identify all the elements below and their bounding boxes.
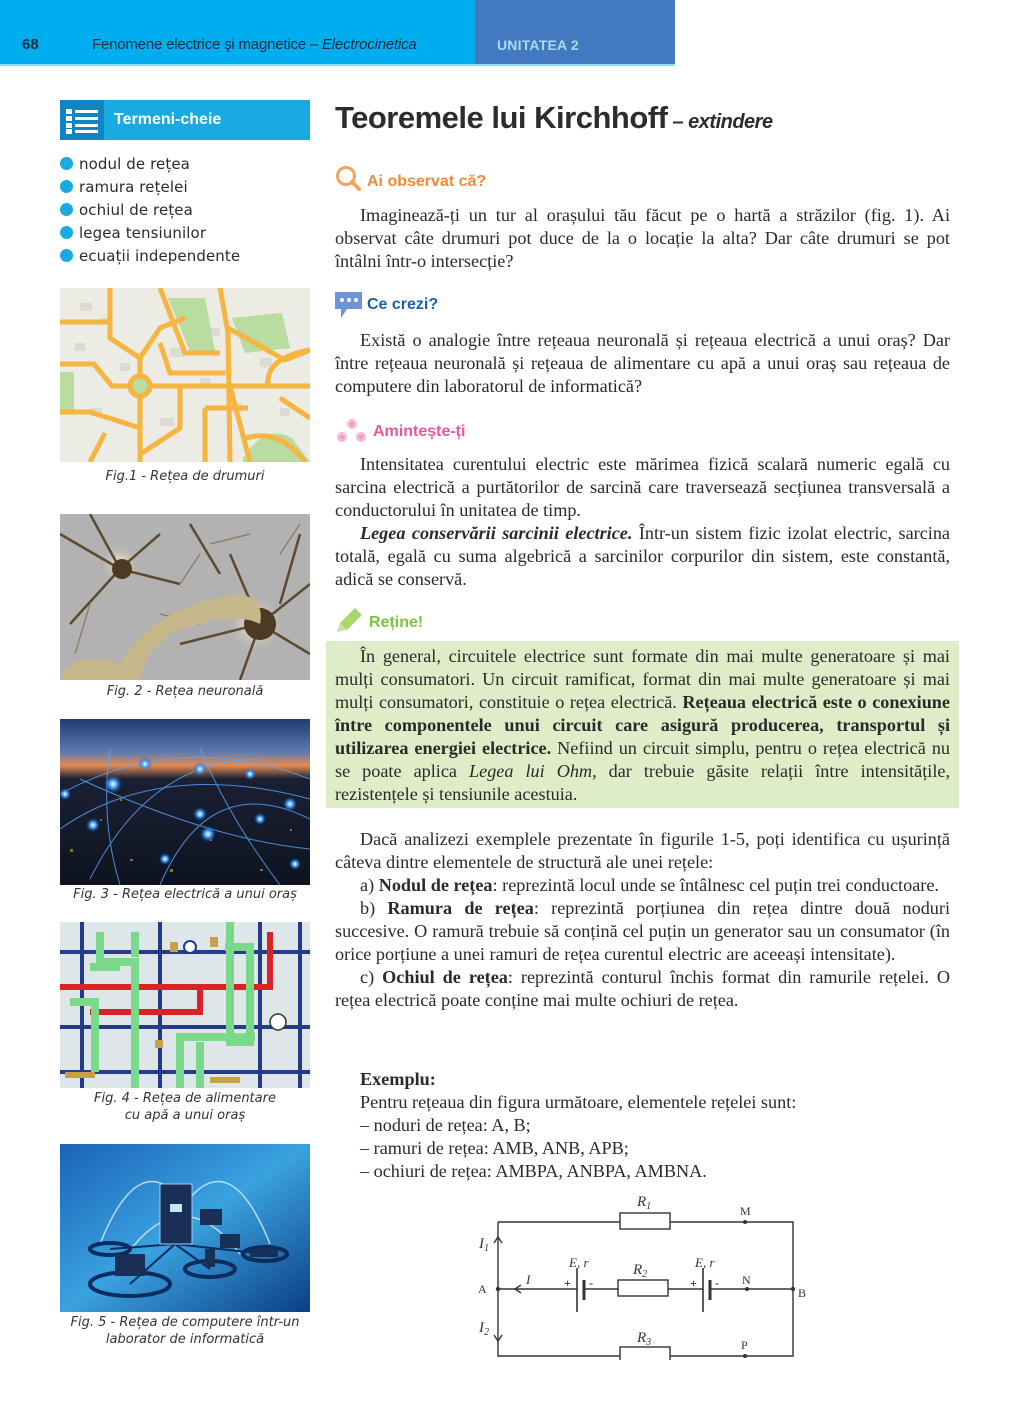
street-map-image <box>60 288 310 462</box>
figure-4-caption <box>60 1090 310 1124</box>
label-r3: $R_3$ <box>637 1330 652 1348</box>
keyterm-label: ramura rețelei <box>79 177 188 196</box>
resistor-r3 <box>620 1347 670 1360</box>
caption-line: laborator de informatică <box>105 1332 265 1347</box>
ohm-law: Legea lui Ohm <box>469 761 593 781</box>
label-b: B <box>798 1286 807 1300</box>
bullet-icon <box>60 157 73 170</box>
computer-network-image <box>60 1144 310 1312</box>
bullet-icon <box>60 203 73 216</box>
keyterm-label: ecuații independente <box>79 246 241 265</box>
remember-paragraph-2 <box>335 522 950 591</box>
figure-5-caption <box>60 1314 310 1348</box>
water-pipes-image <box>60 922 310 1088</box>
item-prefix: a) <box>360 875 379 895</box>
retain-title: Reține! <box>369 614 424 631</box>
keyterm-label: ochiul de rețea <box>79 200 193 219</box>
example-title: Exemplu: <box>360 1069 436 1089</box>
neurons-image <box>60 514 310 680</box>
label-source-1: E, r <box>569 1255 589 1270</box>
keyterms-list <box>60 152 240 267</box>
label-r2: $R_2$ <box>633 1262 648 1280</box>
retain-text-5: , dar trebuie găsite relații între intensitățile, rezistențele și tensiunile acestuia. <box>335 761 950 804</box>
label-p: P <box>741 1338 748 1352</box>
item-definition: : reprezintă porțiunea din rețea dintre două noduri succesive. O ramură trebuie să conțină cel puțin un generator sau un consumator (în orice porțiune a unei ramuri de rețea curentul electric are aceeași intensitate). <box>335 898 951 964</box>
analysis-item-b <box>335 897 950 966</box>
analysis-item-c <box>335 966 950 1012</box>
analysis-item-a <box>335 874 950 897</box>
bullet-icon <box>60 180 73 193</box>
observe-text <box>335 204 950 273</box>
observe-paragraph: Imaginează-ți un tur al orașului tău făcut pe o hartă a străzilor (fig. 1). Ai observat câte drumuri pot duce de la o locație la alta? Dar câte drumuri se pot întâlni într-o intersecție? <box>335 205 950 271</box>
retain-definition: Rețeaua electrică este o conexiune între componentele unui circuit care asigură producerea, transportul și utilizarea energiei electrice. <box>335 692 950 758</box>
item-term: Nodul de rețea <box>378 875 493 895</box>
keyterm-label: legea tensiunilor <box>79 223 207 242</box>
battery-1 <box>577 1268 584 1312</box>
list-icon <box>66 108 98 134</box>
label-i: I <box>526 1272 531 1287</box>
item-definition: : reprezintă conturul închis format din ramurile rețelei. O rețea electrică poate conține mai multe ochiuri de rețea. <box>335 967 950 1010</box>
magnifier-icon <box>335 165 363 191</box>
chapter-title <box>92 36 417 53</box>
think-title: Ce crezi? <box>367 296 439 313</box>
header-divider <box>0 64 675 66</box>
figure-3-caption: Fig. 3 - Rețea electrică a unui oraș <box>73 887 297 902</box>
retain-text-1: În general, circuitele electrice sunt formate din mai multe generatoare și mai mulți consumatori. Un circuit ramificat, format din mai multe generatoare și mai mulți consumatori, constituie o rețea electrică. <box>335 646 950 712</box>
think-text <box>335 329 950 398</box>
example-heading <box>360 1068 950 1091</box>
node-b <box>791 1287 795 1291</box>
page-number: 68 <box>22 36 39 53</box>
observe-title: Ai observat că? <box>367 173 487 190</box>
pencil-icon <box>335 606 365 634</box>
retain-paragraph <box>335 645 950 806</box>
label-i2: $I_2$ <box>479 1320 489 1338</box>
keyterm-item <box>60 198 240 221</box>
analysis-text <box>335 828 950 1012</box>
figure-1-caption: Fig.1 - Rețea de drumuri <box>105 469 265 484</box>
keyterm-item <box>60 244 240 267</box>
section-think-heading <box>335 290 438 320</box>
label-a: A <box>478 1282 487 1296</box>
node-a <box>496 1287 500 1291</box>
item-term: Ochiul de rețea <box>382 967 508 987</box>
label-n: N <box>742 1273 751 1287</box>
keyterm-item <box>60 152 240 175</box>
title-main: Teoremele lui Kirchhoff <box>335 100 668 135</box>
law-name: Legea conservării sarcinii electrice. <box>360 523 633 543</box>
bullet-icon <box>60 226 73 239</box>
circuit-diagram <box>465 1190 815 1360</box>
label-source-2: E, r <box>695 1255 715 1270</box>
example-item: – noduri de rețea: A, B; <box>360 1115 531 1135</box>
keyterm-label: nodul de rețea <box>79 154 190 173</box>
section-observe-heading <box>335 165 486 191</box>
example-item: – ochiuri de rețea: AMBPA, ANBPA, AMBNA. <box>360 1161 707 1181</box>
label-r1: $R_1$ <box>637 1194 652 1212</box>
keyterms-title: Termeni-cheie <box>114 111 222 128</box>
node-m <box>743 1220 747 1224</box>
section-retain-heading <box>335 606 423 634</box>
remember-paragraph-1: Intensitatea curentului electric este mărimea fizică scalară numeric egală cu sarcina electrică a purtătorilor de sarcină care traversează secțiunea transversală a conductorului în unitatea de timp. <box>335 454 950 520</box>
figure-2-caption: Fig. 2 - Rețea neuronală <box>106 684 264 699</box>
law-text: Într-un sistem fizic izolat electric, sarcina totală, egală cu suma algebrică a sarcinilor corpurilor din sistem, este constantă, adică se conservă. <box>335 523 950 589</box>
think-paragraph: Există o analogie între rețeaua neuronală și rețeaua electrică a unui oraș? Dar între rețeaua neuronală și rețeaua de alimentare cu apă a unui oraș sau rețeaua de computere din laboratorul de informatică? <box>335 330 950 396</box>
battery-2 <box>703 1268 710 1312</box>
caption-line: cu apă a unui oraș <box>124 1108 246 1123</box>
label-m: M <box>740 1204 751 1218</box>
item-prefix: b) <box>360 898 388 918</box>
keyterm-item <box>60 175 240 198</box>
node-p <box>743 1354 747 1358</box>
caption-line: Fig. 4 - Rețea de alimentare <box>94 1091 276 1106</box>
remember-text <box>335 453 950 591</box>
speech-bubble-icon <box>335 290 363 320</box>
label-i1: $I_1$ <box>479 1236 489 1254</box>
item-term: Ramura de rețea <box>387 898 534 918</box>
node-n <box>745 1287 749 1291</box>
resistor-r1 <box>620 1213 670 1229</box>
example-item: – ramuri de rețea: AMB, ANB, APB; <box>360 1138 629 1158</box>
example-intro: Pentru rețeaua din figura următoare, elementele rețelei sunt: <box>360 1092 797 1112</box>
city-network-image <box>60 719 310 885</box>
unit-tab <box>475 0 675 66</box>
retain-text <box>335 645 950 806</box>
section-remember-heading <box>335 417 465 447</box>
keyterm-item <box>60 221 240 244</box>
plus-sign: + <box>564 1276 571 1290</box>
retain-text-3: Nefiind un circuit simplu, pentru o rețea electrică nu se poate aplica <box>335 738 951 781</box>
resistor-r2 <box>618 1280 668 1296</box>
minus-sign: - <box>589 1276 593 1290</box>
chapter-subtitle: Electrocinetica <box>322 36 417 53</box>
minus-sign: - <box>715 1276 719 1290</box>
flowers-icon <box>335 417 369 447</box>
unit-label: UNITATEA 2 <box>497 37 579 53</box>
title-suffix: – extindere <box>667 111 773 133</box>
page-title <box>335 100 773 136</box>
analysis-intro: Dacă analizezi exemplele prezentate în figurile 1-5, poți identifica cu ușurință câteva dintre elementele de structură ale unei rețele: <box>335 829 950 872</box>
caption-line: Fig. 5 - Rețea de computere într-un <box>70 1315 300 1330</box>
remember-title: Amintește-ți <box>373 423 466 440</box>
item-definition: : reprezintă locul unde se întâlnesc cel puțin trei conductoare. <box>492 875 939 895</box>
item-prefix: c) <box>360 967 383 987</box>
chapter-name: Fenomene electrice şi magnetice – <box>92 36 322 53</box>
bullet-icon <box>60 249 73 262</box>
plus-sign: + <box>690 1276 697 1290</box>
example-block <box>360 1068 950 1183</box>
